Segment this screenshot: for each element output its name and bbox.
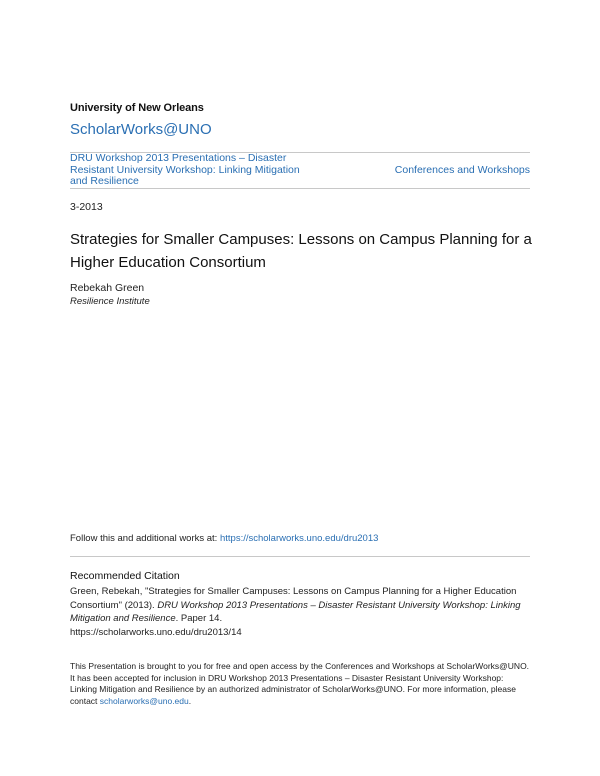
follow-line: [70, 533, 378, 544]
notice-text: This Presentation is brought to you for free and open access by the Conferences and Workshops at ScholarWorks@UNO. It has been accepted for inclusion in DRU Workshop 2013 Presentations – Disaster Resistant University Workshop: Linking Mitigation and Resilience by an authorized administrator of ScholarWorks@UNO. For more information, please contact: [70, 661, 530, 706]
university-name: University of New Orleans: [70, 102, 204, 114]
follow-link[interactable]: https://scholarworks.uno.edu/dru2013: [219, 533, 379, 544]
citation-lead: Green, Rebekah, "Strategies for Smaller Campuses: Lessons on Campus Planning for a Higher Education Consortium" (2013).: [70, 586, 517, 611]
author-name: Rebekah Green: [70, 282, 145, 294]
author-affiliation: Resilience Institute: [70, 296, 150, 307]
citation-text: [70, 585, 532, 639]
follow-text: Follow this and additional works at:: [70, 533, 220, 544]
citation-source: DRU Workshop 2013 Presentations – Disaster Resistant University Workshop: Linking Mitigation and Resilience: [70, 599, 521, 624]
series-link[interactable]: DRU Workshop 2013 Presentations – Disaster Resistant University Workshop: Linking Mitigation and Resilience: [70, 152, 300, 187]
notice-end: .: [188, 695, 192, 706]
publication-date: 3-2013: [70, 201, 103, 213]
collection-link[interactable]: Conferences and Workshops: [394, 164, 530, 176]
citation-heading: Recommended Citation: [70, 570, 180, 582]
citation-url: https://scholarworks.uno.edu/dru2013/14: [70, 626, 242, 638]
access-notice: [70, 661, 532, 707]
repository-link[interactable]: ScholarWorks@UNO: [70, 121, 212, 138]
document-title: Strategies for Smaller Campuses: Lessons on Campus Planning for a Higher Education Consortium: [70, 231, 532, 271]
contact-email-link[interactable]: scholarworks@uno.edu: [99, 695, 189, 706]
divider-citation: [70, 556, 530, 557]
citation-paper: . Paper 14.: [175, 613, 223, 624]
divider-series: [70, 188, 530, 189]
